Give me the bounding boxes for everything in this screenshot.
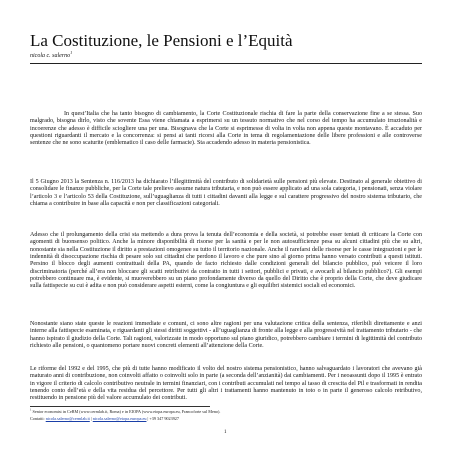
paragraph-2: Il 5 Giugno 2013 la Sentenza n. 116/2013 ha dichiarato l’illegittimità del contributo di solidarietà sulle pensioni più elevate. Destinato al generale obiettivo di consolidare le finanze pubbliche, per la Corte tale prelievo assume natura tributaria, e non può essere applicato ad una sola categoria, i pensionati, senza violare l’articolo 3 e l’articolo 53 della Costituzione, sull’uguaglianza di tutti i cittadini davanti alla legge e sul carattere progressivo del nostro sistema tributario, che chiama a contribuire in base alla capacità e non per classificazioni categoriali. [30,179,422,208]
footnote-mark: 1 [30,407,32,412]
footnote-rule [30,406,210,407]
footnote-ref: 1 [70,50,73,55]
paragraph-5: Le riforme del 1992 e del 1995, che più di tutte hanno modificato il volto del nostro sistema pensionistico, hanno salvaguardato i lavoratori che avevano già maturato anni di contribuzione, non coinvolti affatto o coinvolti solo in parte (a seconda dell’anzianità) dai cambiamenti. Per i neoassunti dopo il 1995 è entrato in vigore il criterio di calcolo contributivo neutrale in termini finanziari, con i contributi accumulati nel tempo al tasso di crescita del Pil e trasformati in rendita tenendo conto dell’età e della vita residua del percettore. Per tutti gli altri i trattamenti hanno mantenuto in toto o in parte il generoso calcolo retributivo, restituendo in pensione più del valore accumulato dei contributi. [30,366,422,402]
email-link-cerm[interactable]: nicola.salerno@cermlab.it [45,416,90,421]
paragraph-1: In quest’Italia che ha tanto bisogno di cambiamento, la Corte Costituzionale rischia di fare la parte della conservazione fine a se stessa. Suo malgrado, bisogna dirlo, visto che sovente Essa viene chiamata a esprimersi su un tessuto normativo che nel corso del tempo ha accumulato irrazionalità e incoerenze che adesso è difficile sciogliere una per una. Bisognava che la Corte si esprimesse di volta in volta non appena queste montavano. È accaduto per questioni riguardanti il mercato e la concorrenza: si pensi ai tanti ricorsi alla Corte in tema di regolamentazione delle libere professioni e alle controverse sentenze che ne sono scaturite (emblematico il caso delle farmacie). Sta accadendo adesso in materia pensionistica. [30,111,422,147]
footnote-line-2 [30,416,179,421]
page-title: La Costituzione, le Pensioni e l’Equità [30,31,293,50]
phone-separator: | [147,416,149,421]
paragraph-3: Adesso che il prolungamento della crisi sta mettendo a dura prova la tenuta dell’economia e della società, si potrebbe esser tentati di criticare la Corte con agomenti di buonsenso politico. Anche la minore disponibilità di risorse per la sanità e per le non autosufficienze pesa su alcuni cittadini più che su altri, nonostante sia nella Costituzione il diritto a prestazioni omogenee su tutto il territorio nazionale. Anche il rarefarsi delle risorse per le casse integrazioni e per le indennità di disoccupazione rischia di pesare solo sui cittadini che perdono il lavoro e che pure sino al giorno prima hanno versato contributi a questi istituti. Persino il blocco degli aumenti contrattuali della PA, quando de facto richiesto dalle condizioni generali del bilancio pubblico, può veicere il loro discriminatoria (perché all’era non bloccare gli scatti retributivi da contratto in tutti i settori, pubblici e privati, e avocarli al bilancio pubblico?). Gli esempi potrebbero continuare ma, è evidente, si muoverebbero su un piano profondamente diverso da quello del Diritto che è proprio della Corte, che deve giudicare sulla fattispecie su cui è adita e non può considerare aspetti esterni, come la congiuntura e gli equilibri sistemici sociali ed economici. [30,232,422,290]
author-name: nicola c. salerno [30,53,71,59]
phone-number: +39 347 9023927 [149,416,179,421]
title-rule [30,63,422,64]
paragraph-4: Nonostante siano state queste le reazioni immediate e comuni, ci sono altre ragioni per una valutazione critica della sentenza, riferibili direttamente e anzi interne alla fattispecie esaminata, e riguardanti gli stessi diritti soggettivi - all’uguaglianza di fronte alla legge e alla progressività nel trattamento tributario - che hanno ispirato il giudizio della Corte. Tali ragioni, valorizzate in modo opportuno sul piano giuridico, potrebbero cambiare i termini di legittimità del contributo richiesto alle pensioni, o quantomeno portare nuovi concreti elementi all’attenzione della Corte. [30,321,422,350]
footnote-text: Senior economist in CeRM (www.cermlab.it, Roma) e in EIOPA (www.eiopa.europa.eu, Francoforte sul Meno). [32,409,221,414]
contacts-label: Contatti: [30,416,45,421]
footnote-line-1 [30,409,220,414]
email-link-eiopa[interactable]: nicola.salerno@eiopa.europa.eu [92,416,147,421]
page-number: 1 [224,430,227,435]
author-line [30,50,73,59]
email-separator: | [90,416,92,421]
